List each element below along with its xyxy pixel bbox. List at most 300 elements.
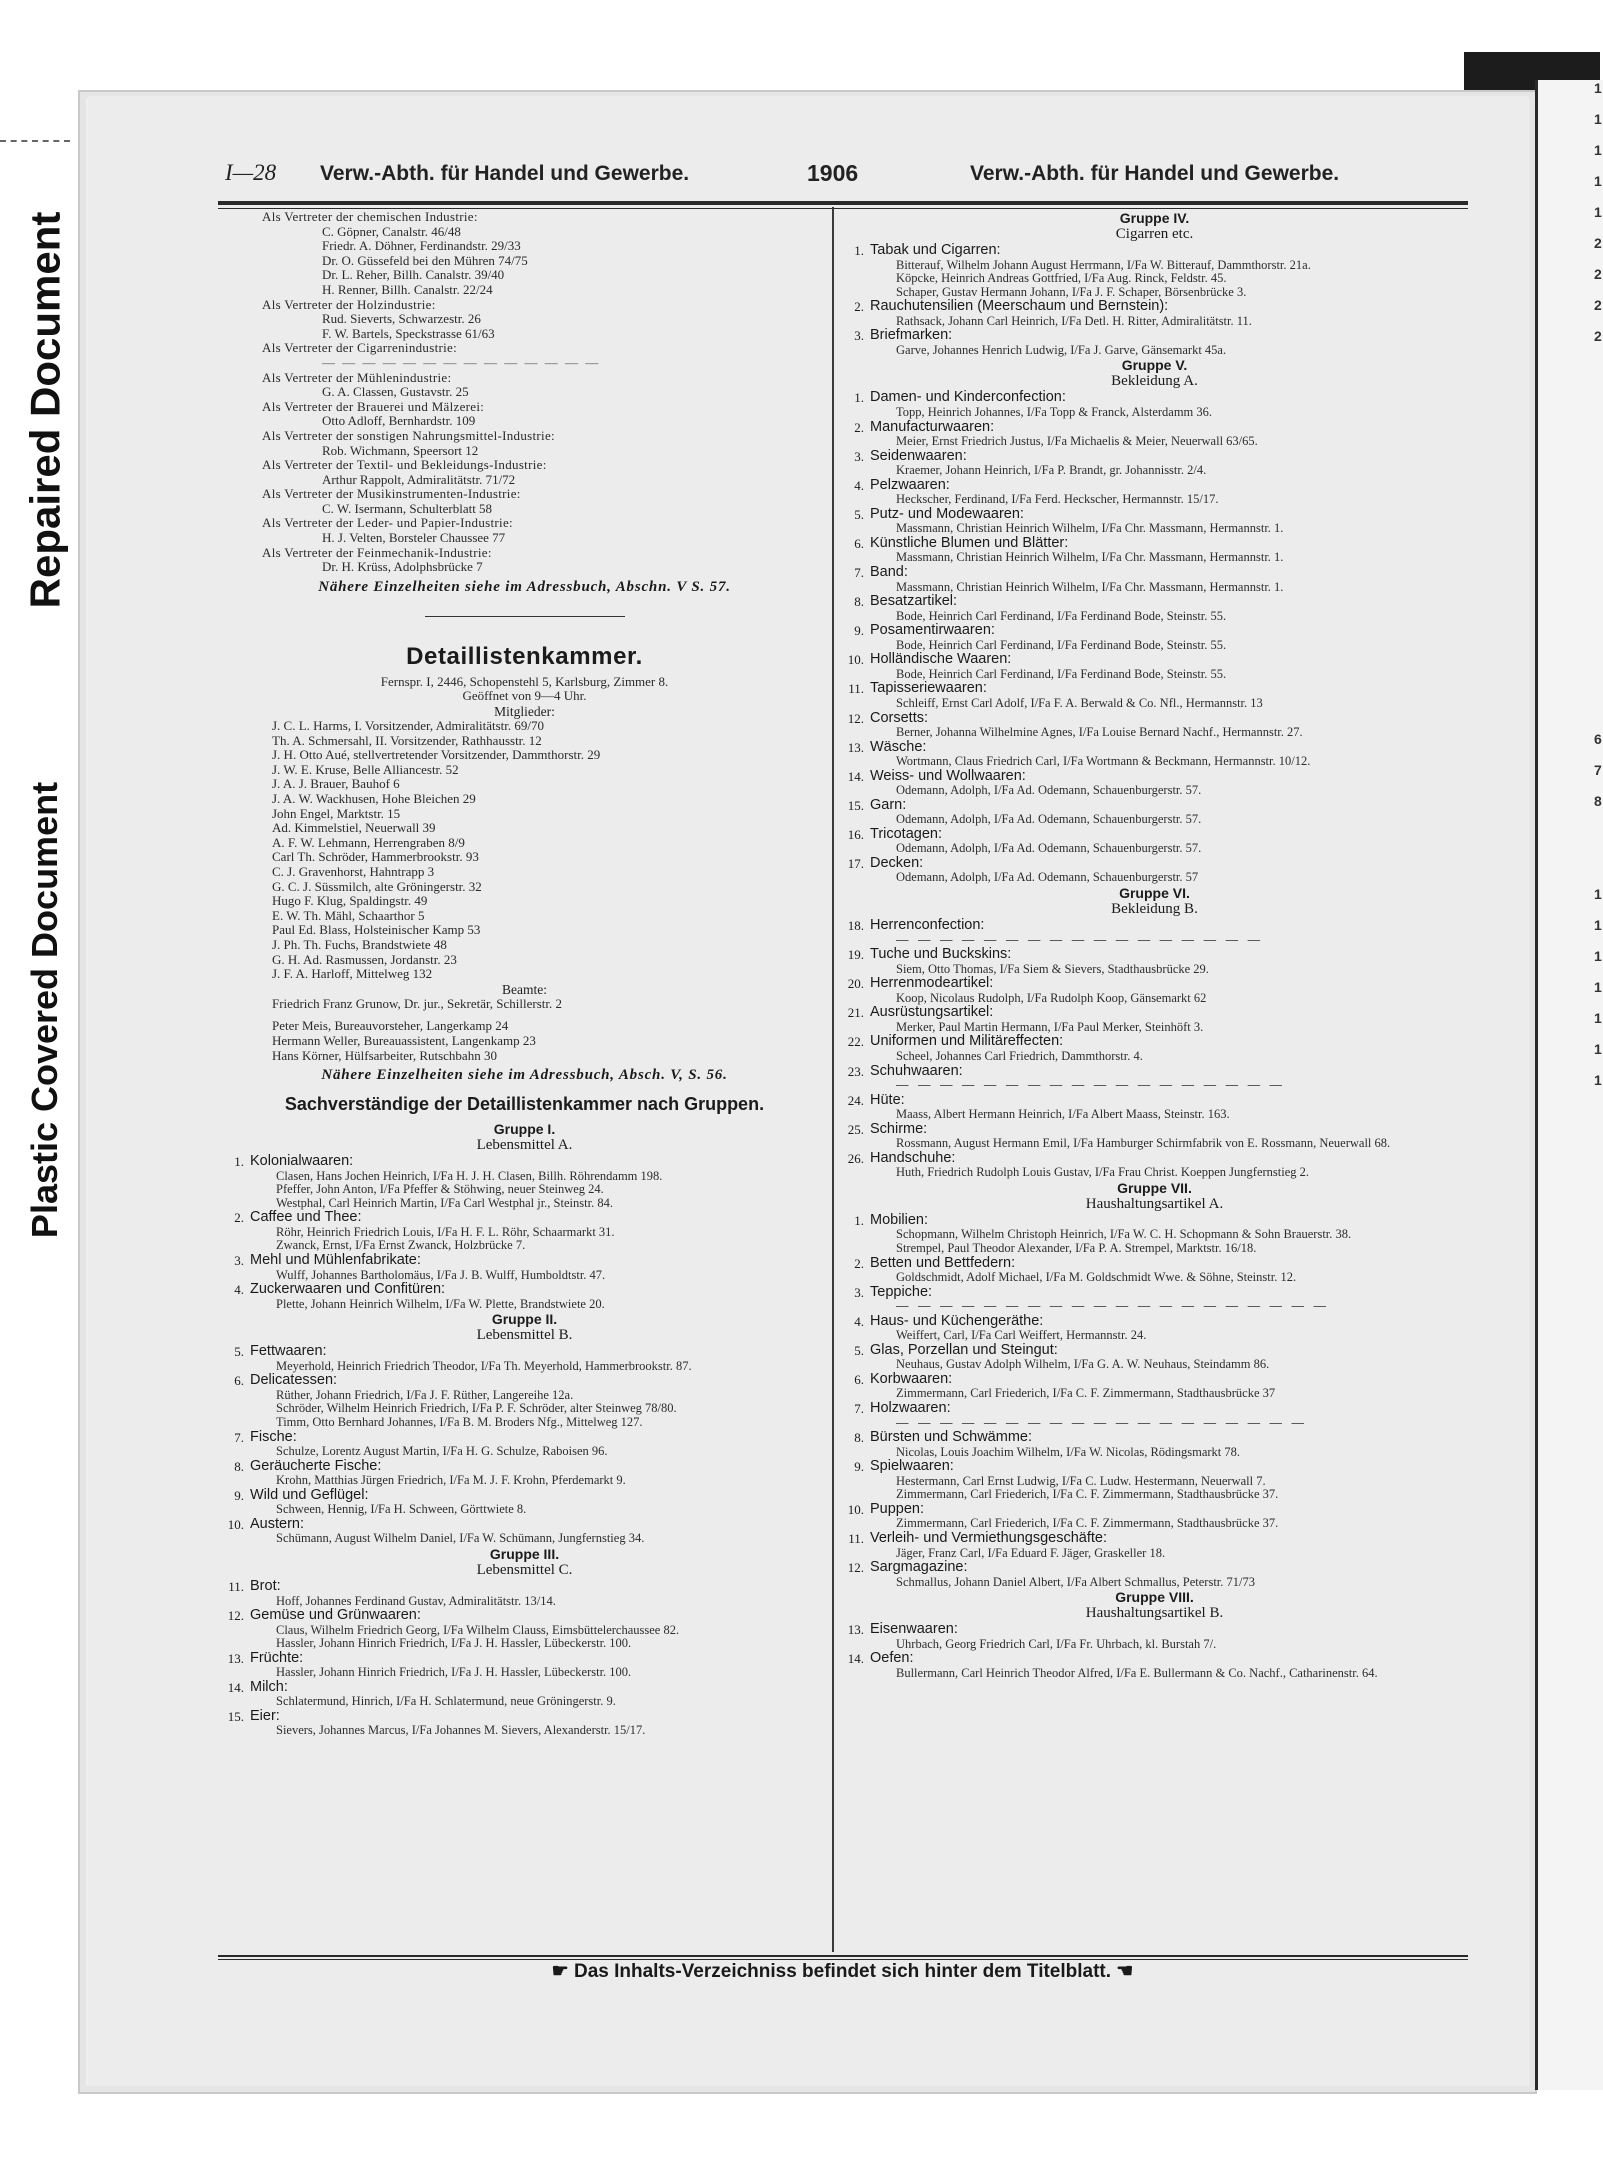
representative-label: Als Vertreter der Brauerei und Mälzerei: bbox=[262, 398, 485, 414]
category-title: Garn: bbox=[870, 796, 907, 813]
group-subheading: Lebensmittel C. bbox=[476, 1562, 573, 1578]
category-title: Hüte: bbox=[870, 1091, 905, 1108]
expert-entry: Merker, Paul Martin Hermann, I/Fa Paul Merker, Steinhöft 3. bbox=[896, 1019, 1204, 1034]
category-number: 1. bbox=[234, 1154, 244, 1170]
expert-entry: Heckscher, Ferdinand, I/Fa Ferd. Heckscher, Hermannstr. 15/17. bbox=[896, 492, 1219, 507]
group-subheading: Lebensmittel A. bbox=[476, 1137, 573, 1154]
expert-entry: Massmann, Christian Heinrich Wilhelm, I/Fa Chr. Massmann, Hermannstr. 1. bbox=[896, 579, 1284, 594]
member-entry: G. H. Ad. Rasmussen, Jordanstr. 23 bbox=[272, 951, 457, 967]
category-title: Holländische Waaren: bbox=[870, 651, 1012, 668]
category-item bbox=[842, 798, 1467, 827]
edge-number: 1 bbox=[1594, 173, 1602, 189]
category-item bbox=[842, 1459, 1467, 1502]
edge-number: 8 bbox=[1594, 793, 1602, 809]
category-item bbox=[842, 478, 1467, 507]
category-title: Uniformen und Militäreffecten: bbox=[870, 1033, 1064, 1050]
expert-entry: Wortmann, Claus Friedrich Carl, I/Fa Wortmann & Beckmann, Hermannstr. 10/12. bbox=[896, 754, 1311, 769]
category-number: 11. bbox=[848, 681, 864, 697]
category-number: 1. bbox=[854, 1212, 864, 1228]
category-number: 14. bbox=[847, 1651, 864, 1667]
category-title: Mobilien: bbox=[870, 1211, 929, 1228]
expert-entry: Bullermann, Carl Heinrich Theodor Alfred, I/Fa E. Bullermann & Co. Nachf., Catharinenstr. 64. bbox=[896, 1665, 1378, 1680]
edge-number: 1 bbox=[1594, 948, 1602, 964]
scan-top-margin bbox=[0, 0, 1600, 52]
edge-number bbox=[1538, 669, 1603, 700]
category-title: Teppiche: bbox=[870, 1283, 933, 1300]
edge-number bbox=[1538, 824, 1603, 855]
category-number: 11. bbox=[228, 1579, 244, 1594]
category-number: 3. bbox=[854, 1284, 864, 1300]
category-number: 2. bbox=[854, 299, 864, 315]
expert-entry: Berner, Johanna Wilhelmine Agnes, I/Fa Louise Bernard Nachf., Hermannstr. 27. bbox=[896, 725, 1303, 739]
category-number: 5. bbox=[854, 506, 864, 522]
category-item bbox=[842, 1213, 1467, 1256]
category-number: 12. bbox=[227, 1608, 244, 1624]
category-title: Eier: bbox=[250, 1707, 280, 1724]
member-entry: J. H. Otto Aué, stellvertretender Vorsitzender, Dammthorstr. 29 bbox=[272, 747, 601, 763]
group-subheading: Lebensmittel B. bbox=[476, 1327, 573, 1344]
edge-number: 1 bbox=[1594, 80, 1602, 96]
category-title: Holzwaaren: bbox=[870, 1400, 951, 1417]
edge-number: 2 bbox=[1594, 266, 1602, 282]
category-title: Milch: bbox=[250, 1678, 288, 1695]
representative-member: C. Göpner, Canalstr. 46/48 bbox=[322, 223, 461, 239]
category-item bbox=[222, 1608, 827, 1651]
expert-entry: Sievers, Johannes Marcus, I/Fa Johannes M. Sievers, Alexanderstr. 15/17. bbox=[276, 1723, 646, 1738]
group-heading: Gruppe I. bbox=[493, 1121, 556, 1138]
expert-entry: Zimmermann, Carl Friederich, I/Fa C. F. Zimmermann, Stadthausbrücke 37. bbox=[896, 1487, 1279, 1502]
category-item bbox=[842, 420, 1467, 449]
edge-number: 1 bbox=[1594, 1072, 1602, 1088]
representative-member: Otto Adloff, Bernhardstr. 109 bbox=[322, 413, 476, 429]
expert-entry-empty bbox=[870, 1079, 1467, 1093]
category-item bbox=[842, 740, 1467, 769]
expert-entry: Bode, Heinrich Carl Ferdinand, I/Fa Ferdinand Bode, Steinstr. 55. bbox=[896, 666, 1227, 681]
category-item bbox=[842, 1314, 1467, 1343]
representative-member: Dr. L. Reher, Billh. Canalstr. 39/40 bbox=[322, 267, 505, 283]
category-item bbox=[842, 1151, 1467, 1180]
edge-number: 1 bbox=[1594, 111, 1602, 127]
category-title: Oefen: bbox=[870, 1650, 914, 1667]
category-title: Herrenconfection: bbox=[870, 917, 985, 934]
footer-note: ☛ Das Inhalts-Verzeichniss befindet sich hinter dem Titelblatt. ☚ bbox=[551, 1961, 1134, 1982]
edge-number: 6 bbox=[1594, 731, 1602, 747]
category-item bbox=[842, 976, 1467, 1005]
detail-hours: Geöffnet von 9—4 Uhr. bbox=[462, 688, 587, 704]
category-number: 8. bbox=[234, 1458, 244, 1474]
category-item bbox=[222, 1282, 827, 1311]
expert-entry: Köpcke, Heinrich Andreas Gottfried, I/Fa Aug. Rinck, Feldstr. 45. bbox=[896, 271, 1227, 286]
category-item bbox=[842, 1285, 1467, 1314]
expert-entry: Plette, Johann Heinrich Wilhelm, I/Fa W. Plette, Brandstwiete 20. bbox=[276, 1296, 605, 1311]
edge-number: 1 bbox=[1594, 1010, 1602, 1026]
group-subheading: Cigarren etc. bbox=[1115, 226, 1194, 242]
category-number: 12. bbox=[847, 710, 864, 726]
category-title: Corsetts: bbox=[870, 709, 929, 726]
category-item bbox=[842, 1034, 1467, 1063]
category-number: 14. bbox=[227, 1679, 244, 1695]
expert-entry: Schulze, Lorentz August Martin, I/Fa H. G. Schulze, Raboisen 96. bbox=[276, 1444, 608, 1459]
category-item bbox=[222, 1680, 827, 1709]
category-item bbox=[842, 1122, 1467, 1151]
empty-entry-dashes: — — — — — — — — — — — — — — — — — — bbox=[896, 1078, 1286, 1093]
category-number: 1. bbox=[854, 390, 864, 406]
category-item bbox=[222, 1253, 827, 1282]
category-title: Pelzwaaren: bbox=[870, 476, 950, 493]
category-item bbox=[842, 390, 1467, 419]
category-item bbox=[222, 1459, 827, 1488]
category-number: 22. bbox=[847, 1034, 864, 1050]
member-entry: Carl Th. Schröder, Hammerbrookstr. 93 bbox=[272, 849, 479, 865]
page-number: I—28 bbox=[225, 160, 277, 185]
edge-number bbox=[1538, 452, 1603, 483]
category-number: 26. bbox=[847, 1150, 864, 1166]
category-item bbox=[842, 594, 1467, 623]
category-title: Delicatessen: bbox=[250, 1372, 338, 1389]
edge-number: 2 bbox=[1594, 235, 1602, 251]
expert-entry: Wulff, Johannes Bartholomäus, I/Fa J. B. Wulff, Humboldtstr. 47. bbox=[276, 1267, 606, 1282]
header-rule bbox=[218, 201, 1468, 205]
category-number: 24. bbox=[847, 1092, 864, 1108]
group-heading: Gruppe III. bbox=[489, 1546, 560, 1562]
category-number: 3. bbox=[234, 1253, 244, 1269]
category-title: Brot: bbox=[250, 1578, 281, 1594]
expert-entry: Meyerhold, Heinrich Friedrich Theodor, I/Fa Th. Meyerhold, Hammerbrookstr. 87. bbox=[276, 1358, 692, 1373]
edge-number bbox=[1538, 638, 1603, 669]
category-number: 3. bbox=[854, 448, 864, 464]
category-number: 11. bbox=[848, 1531, 864, 1547]
category-item bbox=[842, 1651, 1467, 1680]
category-item bbox=[222, 1430, 827, 1459]
expert-entry: Jäger, Franz Carl, I/Fa Eduard F. Jäger, Graskeller 18. bbox=[896, 1545, 1166, 1560]
expert-entry: Strempel, Paul Theodor Alexander, I/Fa P. A. Strempel, Marktstr. 16/18. bbox=[896, 1241, 1257, 1255]
representative-member: Dr. O. Güssefeld bei den Mühren 74/75 bbox=[322, 252, 528, 268]
category-title: Caffee und Thee: bbox=[250, 1209, 362, 1226]
category-item bbox=[842, 1343, 1467, 1372]
footer-note-text: Das Inhalts-Verzeichniss befindet sich hinter dem Titelblatt. bbox=[573, 1961, 1112, 1982]
category-title: Besatzartikel: bbox=[870, 593, 958, 610]
member-entry: J. A. J. Brauer, Bauhof 6 bbox=[272, 776, 400, 792]
empty-entry-dashes: — — — — — — — — — — — — — — — — — bbox=[896, 932, 1264, 947]
column-divider bbox=[832, 207, 834, 1952]
category-number: 19. bbox=[847, 947, 864, 963]
edge-number: 2 bbox=[1594, 297, 1602, 313]
expert-entry: Uhrbach, Georg Friedrich Carl, I/Fa Fr. Uhrbach, kl. Burstah 7/. bbox=[896, 1636, 1217, 1651]
category-number: 1. bbox=[854, 243, 864, 258]
address-book-note: Nähere Einzelheiten siehe im Adressbuch, Absch. V, S. 56. bbox=[321, 1067, 728, 1084]
category-title: Früchte: bbox=[250, 1649, 304, 1666]
representative-member: H. J. Velten, Borsteler Chaussee 77 bbox=[322, 530, 506, 546]
category-title: Korbwaaren: bbox=[870, 1370, 953, 1387]
category-title: Wild und Geflügel: bbox=[250, 1486, 369, 1503]
side-label-plastic: Plastic Covered Document bbox=[24, 781, 66, 1239]
category-number: 13. bbox=[227, 1650, 244, 1666]
category-item bbox=[842, 1502, 1467, 1531]
expert-entry: Weiffert, Carl, I/Fa Carl Weiffert, Hermannstr. 24. bbox=[896, 1328, 1147, 1343]
category-title: Haus- und Küchengeräthe: bbox=[870, 1312, 1044, 1329]
edge-number bbox=[1538, 514, 1603, 545]
officials-heading: Beamte: bbox=[502, 981, 547, 997]
category-title: Verleih- und Vermiethungsgeschäfte: bbox=[870, 1530, 1107, 1547]
category-number: 25. bbox=[847, 1121, 864, 1137]
category-item bbox=[842, 1005, 1467, 1034]
expert-entry: Schaper, Gustav Hermann Johann, I/Fa J. F. Schaper, Börsenbrücke 3. bbox=[896, 284, 1247, 299]
expert-entry: Hestermann, Carl Ernst Ludwig, I/Fa C. Ludw. Hestermann, Neuerwall 7. bbox=[896, 1473, 1266, 1488]
category-title: Tapisseriewaaren: bbox=[870, 680, 987, 697]
category-title: Band: bbox=[870, 564, 908, 581]
category-title: Tuche und Buckskins: bbox=[870, 946, 1012, 963]
category-item bbox=[842, 565, 1467, 594]
edge-number: 1 bbox=[1594, 979, 1602, 995]
expert-entry: Rüther, Johann Friedrich, I/Fa J. F. Rüther, Langereihe 12a. bbox=[276, 1387, 574, 1402]
category-item bbox=[842, 328, 1467, 357]
member-entry: J. C. L. Harms, I. Vorsitzender, Admiralitätstr. 69/70 bbox=[272, 718, 544, 734]
scan-bottom-margin bbox=[0, 2110, 1600, 2177]
representative-empty-dashes: — — — — — — — — — — — — — — bbox=[322, 354, 601, 370]
official-entry: Friedrich Franz Grunow, Dr. jur., Sekretär, Schillerstr. 2 bbox=[272, 995, 562, 1011]
representative-member: H. Renner, Billh. Canalstr. 22/24 bbox=[322, 281, 493, 297]
category-title: Tricotagen: bbox=[870, 825, 942, 842]
member-entry: E. W. Th. Mähl, Schaarthor 5 bbox=[272, 907, 425, 923]
category-item bbox=[842, 827, 1467, 856]
category-title: Kolonialwaaren: bbox=[250, 1153, 354, 1170]
category-title: Gemüse und Grünwaaren: bbox=[250, 1607, 421, 1624]
expert-entry: Schleiff, Ernst Carl Adolf, I/Fa F. A. Berwald & Co. Nfl., Hermannstr. 13 bbox=[896, 695, 1263, 710]
margin-dash-mark bbox=[0, 140, 70, 142]
category-item bbox=[842, 1064, 1467, 1093]
group-heading: Gruppe VI. bbox=[1119, 885, 1190, 902]
category-title: Eisenwaaren: bbox=[870, 1621, 958, 1638]
category-number: 7. bbox=[234, 1429, 244, 1445]
edge-number: 1 bbox=[1594, 142, 1602, 158]
category-item bbox=[842, 1256, 1467, 1285]
category-number: 16. bbox=[847, 826, 864, 842]
category-number: 14. bbox=[847, 768, 864, 784]
category-title: Spielwaaren: bbox=[870, 1458, 954, 1475]
category-number: 18. bbox=[847, 918, 864, 934]
edge-number: 1 bbox=[1594, 886, 1602, 902]
category-number: 6. bbox=[854, 535, 864, 551]
edge-number: 2 bbox=[1594, 328, 1602, 344]
category-item bbox=[842, 1560, 1467, 1589]
edge-number: 7 bbox=[1594, 762, 1602, 778]
category-item bbox=[842, 1401, 1467, 1430]
category-item bbox=[222, 1210, 827, 1253]
member-entry: J. F. A. Harloff, Mittelweg 132 bbox=[272, 966, 433, 982]
expert-entry: Rathsack, Johann Carl Heinrich, I/Fa Detl. H. Ritter, Admiralitätstr. 11. bbox=[896, 313, 1252, 328]
edge-number: 1 bbox=[1594, 1041, 1602, 1057]
expert-entry: Goldschmidt, Adolf Michael, I/Fa M. Goldschmidt Wwe. & Söhne, Steinstr. 12. bbox=[896, 1270, 1297, 1285]
expert-entry: Schmallus, Johann Daniel Albert, I/Fa Albert Schmallus, Peterstr. 71/73 bbox=[896, 1574, 1255, 1589]
category-item bbox=[842, 947, 1467, 976]
right-column bbox=[842, 210, 1467, 1680]
representative-member: Rud. Sieverts, Schwarzestr. 26 bbox=[322, 311, 481, 327]
representative-member: F. W. Bartels, Speckstrasse 61/63 bbox=[322, 325, 495, 341]
member-entry: J. A. W. Wackhusen, Hohe Bleichen 29 bbox=[272, 791, 476, 806]
members-heading: Mitglieder: bbox=[494, 704, 555, 720]
category-title: Seidenwaaren: bbox=[870, 447, 967, 464]
category-number: 9. bbox=[234, 1487, 244, 1503]
empty-entry-dashes: — — — — — — — — — — — — — — — — — — — bbox=[896, 1415, 1308, 1430]
expert-entry: Kraemer, Johann Heinrich, I/Fa P. Brandt, gr. Johannisstr. 2/4. bbox=[896, 463, 1207, 478]
category-item bbox=[842, 507, 1467, 536]
category-number: 3. bbox=[854, 328, 864, 344]
expert-entry: Timm, Otto Bernhard Johannes, I/Fa B. M. Broders Nfg., Mittelweg 127. bbox=[276, 1415, 643, 1430]
expert-entry: Koop, Nicolaus Rudolph, I/Fa Rudolph Koop, Gänsemarkt 62 bbox=[896, 990, 1207, 1005]
expert-entry: Massmann, Christian Heinrich Wilhelm, I/Fa Chr. Massmann, Hermannstr. 1. bbox=[896, 550, 1284, 565]
edge-number: 1 bbox=[1594, 917, 1602, 933]
representative-label: Als Vertreter der chemischen Industrie: bbox=[262, 209, 478, 224]
category-item bbox=[842, 918, 1467, 947]
category-title: Posamentirwaaren: bbox=[870, 622, 995, 639]
member-entry: J. Ph. Th. Fuchs, Brandstwiete 48 bbox=[272, 936, 447, 952]
edge-number bbox=[1538, 545, 1603, 576]
representative-label: Als Vertreter der Feinmechanik-Industrie: bbox=[262, 544, 492, 560]
category-number: 12. bbox=[847, 1560, 864, 1576]
group-heading: Gruppe V. bbox=[1121, 357, 1188, 374]
expert-entry: Topp, Heinrich Johannes, I/Fa Topp & Franck, Alsterdamm 36. bbox=[896, 404, 1213, 419]
category-item bbox=[222, 1579, 827, 1608]
category-title: Handschuhe: bbox=[870, 1149, 956, 1166]
category-title: Schirme: bbox=[870, 1120, 928, 1137]
category-title: Mehl und Mühlenfabrikate: bbox=[250, 1252, 421, 1269]
category-number: 2. bbox=[854, 419, 864, 435]
category-number: 9. bbox=[854, 623, 864, 639]
category-number: 7. bbox=[854, 1401, 864, 1417]
category-item bbox=[842, 1372, 1467, 1401]
edge-number bbox=[1538, 390, 1603, 421]
experts-title: Sachverständige der Detaillistenkammer nach Gruppen. bbox=[284, 1094, 765, 1115]
category-item bbox=[222, 1709, 827, 1738]
category-title: Herrenmodeartikel: bbox=[870, 975, 994, 992]
category-item bbox=[842, 623, 1467, 652]
representative-member: Rob. Wichmann, Speersort 12 bbox=[322, 442, 479, 458]
group-heading: Gruppe VII. bbox=[1117, 1179, 1192, 1196]
category-title: Fettwaaren: bbox=[250, 1343, 327, 1360]
member-entry: A. F. W. Lehmann, Herrengraben 8/9 bbox=[272, 834, 465, 850]
representative-label: Als Vertreter der Holzindustrie: bbox=[262, 296, 436, 312]
staff-entry: Hans Körner, Hülfsarbeiter, Rutschbahn 30 bbox=[272, 1047, 497, 1063]
expert-entry: Bitterauf, Wilhelm Johann August Herrmann, I/Fa W. Bitterauf, Dammthorstr. 21a. bbox=[896, 257, 1311, 272]
expert-entry: Hassler, Johann Hinrich Friedrich, I/Fa J. H. Hassler, Lübeckerstr. 100. bbox=[276, 1636, 632, 1651]
page-header bbox=[225, 160, 1470, 194]
expert-entry: Garve, Johannes Henrich Ludwig, I/Fa J. Garve, Gänsemarkt 45a. bbox=[896, 342, 1227, 357]
representative-label: Als Vertreter der Leder- und Papier-Industrie: bbox=[262, 515, 513, 531]
category-number: 8. bbox=[854, 594, 864, 610]
representative-member: Friedr. A. Döhner, Ferdinandstr. 29/33 bbox=[322, 238, 521, 254]
expert-entry: Massmann, Christian Heinrich Wilhelm, I/Fa Chr. Massmann, Hermannstr. 1. bbox=[896, 521, 1284, 536]
category-number: 17. bbox=[847, 855, 864, 871]
member-entry: Ad. Kimmelstiel, Neuerwall 39 bbox=[272, 820, 436, 836]
expert-entry: Westphal, Carl Heinrich Martin, I/Fa Carl Westphal jr., Steinstr. 84. bbox=[276, 1195, 613, 1210]
category-title: Damen- und Kinderconfection: bbox=[870, 389, 1066, 406]
category-item bbox=[842, 449, 1467, 478]
member-entry: C. J. Gravenhorst, Hahntrapp 3 bbox=[272, 863, 435, 879]
expert-entry-empty bbox=[870, 934, 1467, 948]
expert-entry: Neuhaus, Gustav Adolph Wilhelm, I/Fa G. A. W. Neuhaus, Steindamm 86. bbox=[896, 1357, 1270, 1372]
member-entry: Paul Ed. Blass, Holsteinischer Kamp 53 bbox=[272, 922, 481, 938]
expert-entry-empty bbox=[870, 1300, 1467, 1314]
category-item bbox=[842, 536, 1467, 565]
edge-number bbox=[1538, 483, 1603, 514]
expert-entry: Bode, Heinrich Carl Ferdinand, I/Fa Ferdinand Bode, Steinstr. 55. bbox=[896, 637, 1227, 652]
representative-member: G. A. Classen, Gustavstr. 25 bbox=[322, 384, 469, 400]
category-number: 4. bbox=[234, 1282, 244, 1298]
category-item bbox=[842, 1093, 1467, 1122]
detaillistenkammer-title: Detaillistenkammer. bbox=[406, 642, 643, 670]
expert-entry: Hoff, Johannes Ferdinand Gustav, Admiralitätstr. 13/14. bbox=[276, 1593, 556, 1608]
edge-number: 1 bbox=[1594, 204, 1602, 220]
representative-label: Als Vertreter der Mühlenindustrie: bbox=[262, 369, 452, 385]
category-item bbox=[222, 1488, 827, 1517]
member-entry: J. W. E. Kruse, Belle Alliancestr. 52 bbox=[272, 761, 459, 777]
representative-label: Als Vertreter der sonstigen Nahrungsmittel-Industrie: bbox=[262, 427, 555, 443]
expert-entry: Rossmann, August Hermann Emil, I/Fa Hamburger Schirmfabrik von E. Rossmann, Neuerwall 68. bbox=[896, 1136, 1391, 1151]
representative-label: Als Vertreter der Cigarrenindustrie: bbox=[262, 340, 458, 356]
category-title: Briefmarken: bbox=[870, 327, 953, 344]
edge-number bbox=[1538, 421, 1603, 452]
category-number: 10. bbox=[847, 652, 864, 668]
member-entry: Hugo F. Klug, Spaldingstr. 49 bbox=[272, 893, 428, 909]
edge-number bbox=[1538, 359, 1603, 390]
category-number: 15. bbox=[847, 797, 864, 813]
expert-entry: Zimmermann, Carl Friederich, I/Fa C. F. Zimmermann, Stadthausbrücke 37. bbox=[896, 1516, 1279, 1531]
category-title: Puppen: bbox=[870, 1500, 925, 1517]
category-number: 4. bbox=[854, 477, 864, 493]
category-number: 13. bbox=[847, 1622, 864, 1638]
representatives-list bbox=[222, 210, 827, 575]
category-title: Weiss- und Wollwaaren: bbox=[870, 767, 1026, 784]
category-title: Fische: bbox=[250, 1428, 297, 1445]
address-book-note: Nähere Einzelheiten siehe im Adressbuch, Abschn. V S. 57. bbox=[318, 578, 731, 595]
category-number: 23. bbox=[847, 1063, 864, 1079]
category-number: 8. bbox=[854, 1430, 864, 1446]
category-item bbox=[842, 711, 1467, 740]
category-title: Austern: bbox=[250, 1515, 304, 1532]
expert-entry: Odemann, Adolph, I/Fa Ad. Odemann, Schauenburgerstr. 57. bbox=[896, 841, 1202, 856]
category-title: Manufacturwaaren: bbox=[870, 418, 995, 435]
header-left-title: Verw.-Abth. für Handel und Gewerbe. bbox=[320, 162, 690, 185]
category-title: Zuckerwaaren und Confitüren: bbox=[250, 1281, 446, 1298]
category-number: 21. bbox=[847, 1005, 864, 1021]
expert-entry: Schlatermund, Hinrich, I/Fa H. Schlatermund, neue Gröningerstr. 9. bbox=[276, 1694, 616, 1709]
expert-entry: Maass, Albert Hermann Heinrich, I/Fa Albert Maass, Steinstr. 163. bbox=[896, 1107, 1230, 1122]
category-title: Decken: bbox=[870, 854, 924, 871]
expert-entry: Clasen, Hans Jochen Heinrich, I/Fa H. J. H. Clasen, Billh. Röhrendamm 198. bbox=[276, 1168, 663, 1183]
category-number: 7. bbox=[854, 565, 864, 581]
category-title: Geräucherte Fische: bbox=[250, 1457, 382, 1474]
category-item bbox=[842, 1622, 1467, 1651]
category-item bbox=[842, 681, 1467, 710]
category-number: 10. bbox=[847, 1501, 864, 1517]
category-title: Rauchutensilien (Meerschaum und Bernstein): bbox=[870, 298, 1169, 315]
representative-member: Dr. H. Krüss, Adolphsbrücke 7 bbox=[322, 559, 483, 575]
edge-number bbox=[1538, 855, 1603, 886]
category-item bbox=[222, 1517, 827, 1546]
category-title: Betten und Bettfedern: bbox=[870, 1254, 1016, 1271]
group-subheading: Haushaltungsartikel B. bbox=[1085, 1605, 1224, 1622]
expert-entry: Huth, Friedrich Rudolph Louis Gustav, I/Fa Frau Christ. Koeppen Jungfernstieg 2. bbox=[896, 1165, 1310, 1180]
expert-entry: Scheel, Johannes Carl Friedrich, Dammthorstr. 4. bbox=[896, 1048, 1143, 1063]
detail-address: Fernspr. I, 2446, Schopenstehl 5, Karlsburg, Zimmer 8. bbox=[380, 673, 669, 689]
expert-entry: Nicolas, Louis Joachim Wilhelm, I/Fa W. Nicolas, Rödingsmarkt 78. bbox=[896, 1444, 1241, 1459]
expert-entry: Odemann, Adolph, I/Fa Ad. Odemann, Schauenburgerstr. 57. bbox=[896, 783, 1202, 798]
staff-entry: Hermann Weller, Bureauassistent, Langenkamp 23 bbox=[272, 1032, 536, 1048]
edge-number bbox=[1538, 576, 1603, 607]
category-number: 13. bbox=[847, 739, 864, 755]
expert-entry: Röhr, Heinrich Friedrich Louis, I/Fa H. F. L. Röhr, Schaarmarkt 31. bbox=[276, 1224, 615, 1239]
category-item bbox=[842, 856, 1467, 885]
